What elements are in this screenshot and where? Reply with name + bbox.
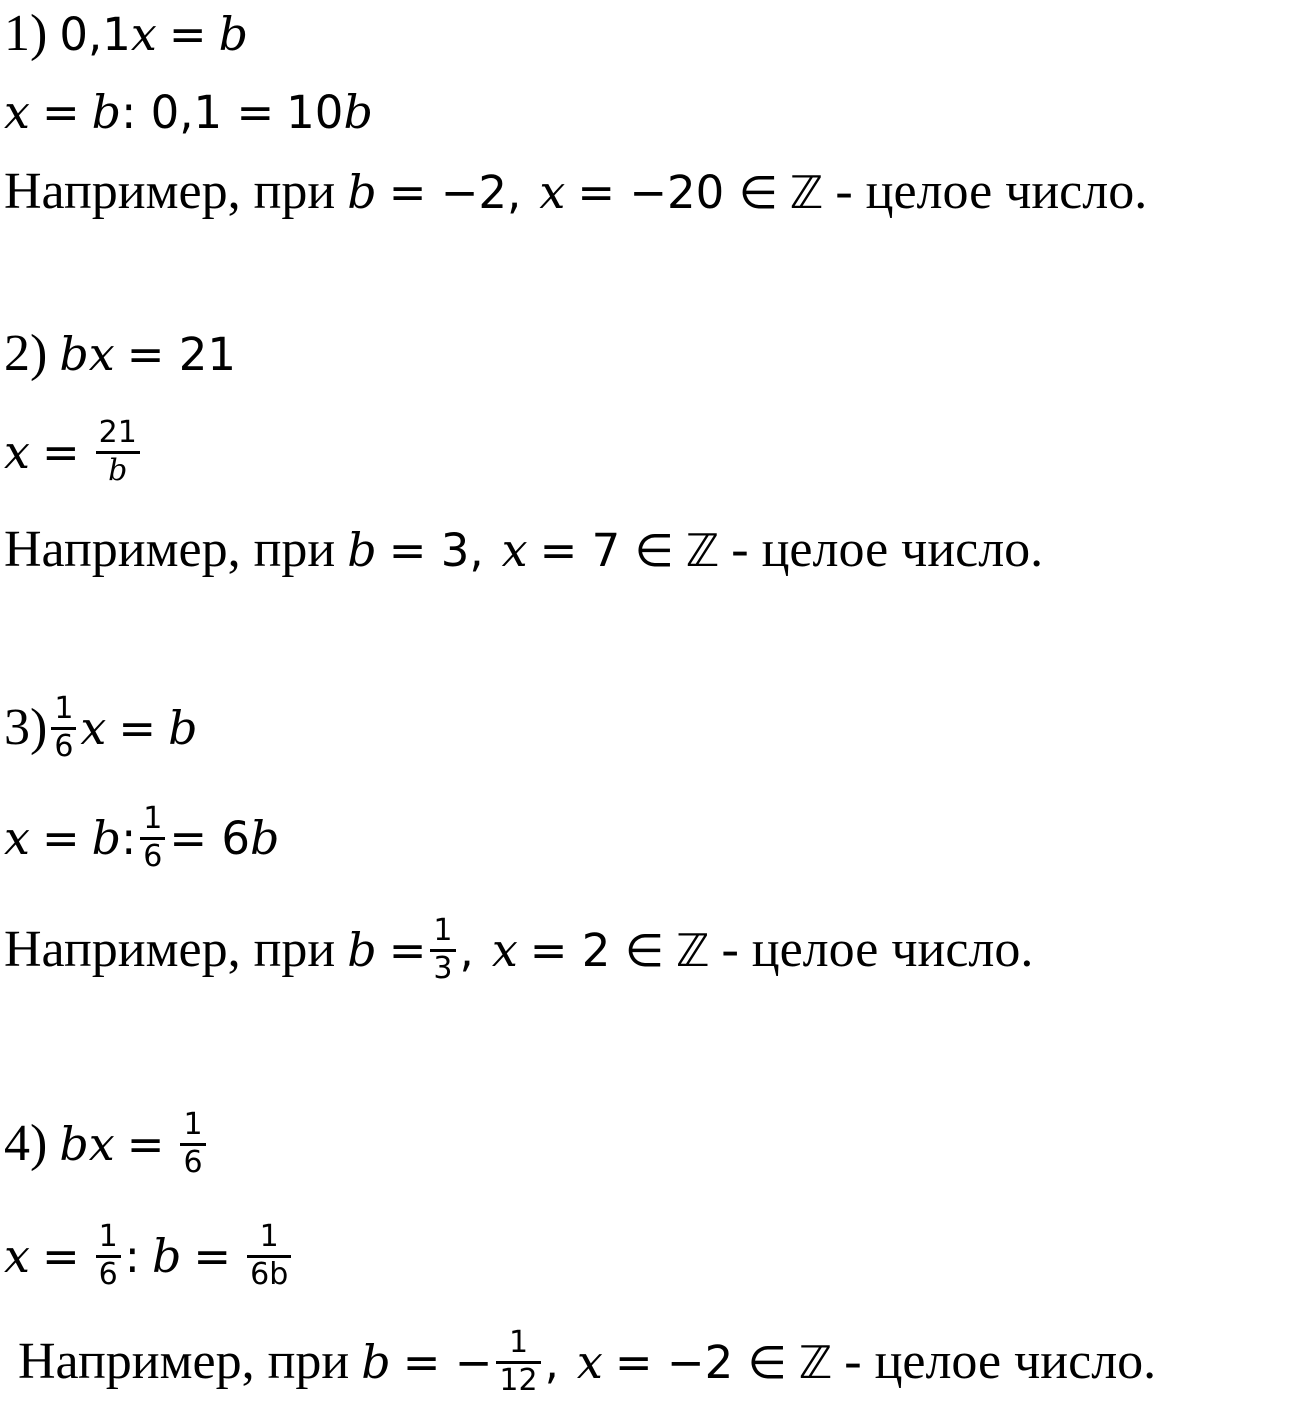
b-value: = −2,	[388, 165, 522, 219]
fraction-numerator: 1	[508, 1325, 529, 1360]
variable-x: x	[4, 425, 30, 479]
equation-coefficient: 0,1	[59, 7, 131, 61]
variable-b: b	[59, 1117, 89, 1171]
fraction	[430, 914, 455, 986]
problem-4-example	[18, 1310, 1156, 1414]
variable-x: x	[4, 85, 30, 139]
equals-sign: =	[193, 1229, 232, 1283]
variable-b: b	[347, 523, 377, 577]
fraction-denominator: b	[108, 452, 128, 488]
fraction-denominator: 6b	[250, 1256, 289, 1292]
variable-b: b	[218, 7, 249, 61]
x-value: = 7 ∈	[539, 523, 674, 577]
variable-x: x	[501, 523, 528, 577]
integers-symbol: ℤ	[675, 923, 710, 977]
example-conclusion: - целое число.	[835, 163, 1148, 220]
fraction-numerator: 1	[143, 801, 163, 836]
fraction	[140, 802, 165, 874]
variable-x: x	[88, 1117, 115, 1171]
fraction	[247, 1220, 291, 1292]
variable-x: x	[539, 165, 566, 219]
equals-sign: =	[41, 425, 80, 479]
fraction-numerator: 1	[183, 1107, 203, 1142]
variable-x: x	[88, 327, 115, 381]
equals-minus: = −	[402, 1335, 493, 1389]
problem-1-example	[4, 162, 1147, 222]
b-value: = 3,	[388, 523, 484, 577]
fraction	[96, 1220, 121, 1292]
variable-b: b	[59, 327, 89, 381]
fraction-denominator: 3	[433, 950, 453, 986]
integers-symbol: ℤ	[798, 1335, 833, 1389]
problem-1-equation	[4, 6, 248, 62]
fraction-numerator: 21	[98, 415, 137, 450]
division-expression: : 0,1 =	[121, 85, 275, 139]
result-expression: = 6	[169, 811, 251, 865]
variable-x: x	[4, 811, 30, 865]
result-coefficient: 10	[286, 85, 344, 139]
variable-b: b	[91, 811, 122, 865]
fraction-numerator: 1	[54, 691, 74, 726]
fraction-denominator: 6	[98, 1256, 118, 1292]
example-text: Например, при	[4, 163, 336, 220]
example-conclusion: - целое число.	[844, 1333, 1157, 1390]
problem-4-solution	[4, 1204, 295, 1308]
problem-2-equation	[4, 326, 236, 382]
fraction	[496, 1326, 540, 1398]
problem-2-solution	[4, 398, 144, 506]
equals-sign: =	[126, 1117, 165, 1171]
example-text: Например, при	[18, 1333, 350, 1390]
example-text: Например, при	[4, 521, 336, 578]
comma: ,	[459, 923, 474, 977]
variable-x: x	[4, 1229, 30, 1283]
problem-number: 3)	[4, 699, 48, 756]
problem-3-example	[4, 896, 1033, 1004]
x-value: = −20 ∈	[577, 165, 778, 219]
problem-3-solution	[4, 786, 279, 890]
equals-sign: =	[118, 701, 157, 755]
problem-number: 4)	[4, 1115, 48, 1172]
equals-sign: =	[168, 7, 207, 61]
problem-number: 1)	[4, 5, 48, 62]
variable-b: b	[151, 1229, 182, 1283]
comma: ,	[544, 1335, 559, 1389]
fraction	[180, 1108, 205, 1180]
division-sign: :	[124, 1229, 140, 1283]
variable-b: b	[168, 701, 198, 755]
variable-b: b	[91, 85, 122, 139]
variable-b: b	[361, 1335, 391, 1389]
variable-b: b	[250, 811, 280, 865]
equals-sign: =	[388, 923, 427, 977]
variable-x: x	[80, 701, 107, 755]
fraction-denominator: 6	[143, 838, 163, 874]
integers-symbol: ℤ	[789, 165, 824, 219]
problem-2-example	[4, 520, 1043, 580]
problem-3-equation	[4, 676, 198, 780]
x-value: = −2 ∈	[614, 1335, 787, 1389]
example-text: Например, при	[4, 921, 336, 978]
x-value: = 2 ∈	[529, 923, 664, 977]
example-conclusion: - целое число.	[721, 921, 1034, 978]
fraction-numerator: 1	[433, 913, 453, 948]
equals-sign: =	[41, 811, 80, 865]
equals-sign: =	[41, 85, 80, 139]
integers-symbol: ℤ	[685, 523, 720, 577]
variable-b: b	[343, 85, 373, 139]
equation-rhs: = 21	[126, 327, 237, 381]
fraction-denominator: 6	[54, 728, 74, 764]
problem-number: 2)	[4, 325, 48, 382]
fraction-denominator: 6	[183, 1144, 203, 1180]
fraction-numerator: 1	[98, 1219, 118, 1254]
fraction-denominator: 12	[499, 1362, 538, 1398]
fraction	[51, 692, 76, 764]
problem-4-equation	[4, 1092, 210, 1196]
fraction-numerator: 1	[259, 1219, 279, 1254]
variable-x: x	[130, 7, 157, 61]
equals-sign: =	[41, 1229, 80, 1283]
variable-x: x	[491, 923, 518, 977]
problem-1-solution	[4, 84, 373, 140]
example-conclusion: - целое число.	[731, 521, 1044, 578]
fraction	[96, 416, 140, 488]
variable-x: x	[576, 1335, 603, 1389]
variable-b: b	[347, 923, 377, 977]
division-sign: :	[121, 811, 137, 865]
variable-b: b	[347, 165, 377, 219]
